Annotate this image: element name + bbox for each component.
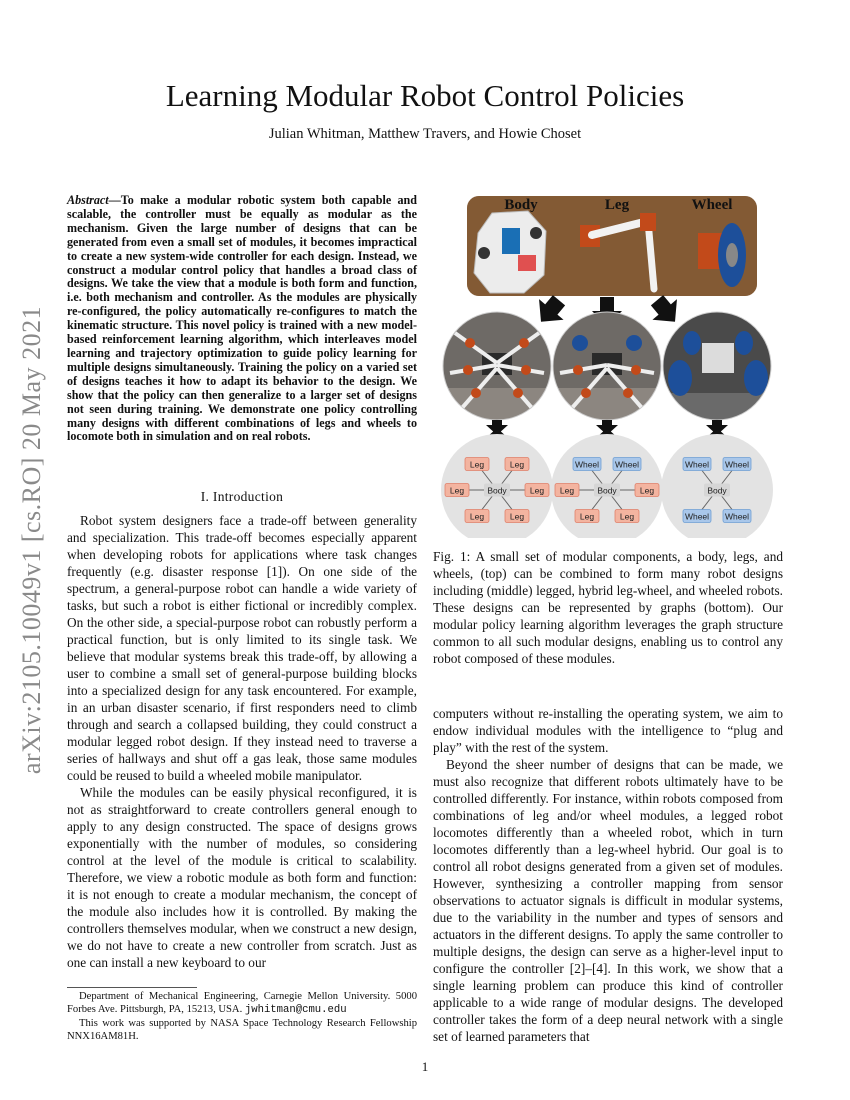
label-leg: Leg	[604, 197, 630, 213]
wheel-node-label: Wheel	[684, 511, 710, 522]
figure-graphic	[440, 193, 785, 538]
design-graph	[441, 434, 553, 538]
wheel-node-label: Wheel	[724, 511, 750, 522]
body-button	[518, 255, 536, 271]
leg-node-label: Leg	[469, 459, 485, 470]
intro-body	[67, 512, 417, 971]
leg-node-label: Leg	[529, 485, 545, 496]
label-body: Body	[504, 197, 538, 213]
body-node-label: Body	[487, 485, 507, 496]
design-graphs	[441, 434, 773, 538]
leg-node-label: Leg	[509, 511, 525, 522]
label-wheel: Wheel	[691, 197, 733, 213]
leg-node-label: Leg	[619, 511, 635, 522]
figure-caption: Fig. 1: A small set of modular components, a body, legs, and wheels, (top) can be combined to form many robot designs including (middle) legged, hybrid leg-wheel, and wheeled robots. These designs can be represented by graphs (bottom). Our modular policy learning algorithm leverages the graph structure common to all such modular designs, enabling us to control any robot composed of these modules.	[433, 549, 783, 666]
paragraph: While the modules can be easily physical reconfigured, it is not as straightforward to create controllers general enough to apply to any design constructed. The space of designs grows exponentially with the number of modules, so considering control at the level of the module is critical to scalability. Therefore, we view a robotic module as both form and function: it is not enough to create a modular mechanism, the concept of the module also includes how it is controlled. By making the controllers themselves modular, when we construct a new design, we do not have to create a new controller from scratch. Just as one can install a new keyboard to our	[67, 785, 417, 970]
design-graph	[551, 434, 663, 538]
footnote-funding: This work was supported by NASA Space Technology Research Fellowship NNX16AM81H.	[67, 1018, 417, 1042]
author-email: jwhitman@cmu.edu	[244, 1004, 347, 1016]
body-board	[502, 228, 520, 254]
leg-node-label: Leg	[449, 485, 465, 496]
paper-title: Learning Modular Robot Control Policies	[165, 78, 685, 113]
author-list: Julian Whitman, Matthew Travers, and Howie Choset	[268, 126, 582, 142]
wheel-node-label: Wheel	[614, 459, 640, 470]
paragraph: computers without re-installing the operating system, we aim to endow individual modules with the intelligence to “plug and play” with the rest of the system.	[433, 706, 783, 755]
wheel-node-label: Wheel	[684, 459, 710, 470]
wheeled-robot-photo	[660, 308, 775, 423]
right-column-body	[433, 705, 783, 1045]
arrow-down-left	[529, 290, 572, 332]
footnotes	[67, 990, 417, 1043]
legged-robot-photo	[440, 308, 555, 428]
paragraph: Beyond the sheer number of designs that can be made, we must also recognize that different robots ultimately have to be controlled differently. For instance, within robots composed from combinations of leg and/or wheel modules, a legged robot locomotes differently than a wheeled robot, which in turn locomotes differently than a leg-wheel hybrid. Our goal is to control all robot designs generated from a given set of modules. However, synthesizing a controller mapping from sensor observations to actuator signals is difficult in modular systems, due to the variability in the number and types of sensors and actuators in the different designs. To apply the same controller to multiple designs, the design can serve as a higher-level input to configure the controller [2]–[4]. In this work, we show that a single learning problem can produce this kind of controller applicable to a wide range of modular designs. The developed controller takes the form of a deep neural network with a single set of learned parameters that	[433, 757, 783, 1044]
wheel-node-label: Wheel	[724, 459, 750, 470]
wheel-node-label: Wheel	[574, 459, 600, 470]
abstract	[67, 194, 417, 444]
leg-node-label: Leg	[469, 511, 485, 522]
leg-node-label: Leg	[509, 459, 525, 470]
hybrid-robot-photo	[550, 308, 665, 428]
section-heading: I. Introduction	[200, 489, 284, 504]
figure-1	[440, 193, 785, 538]
footnote-divider	[67, 987, 197, 988]
abstract-label: Abstract	[67, 193, 109, 207]
arxiv-watermark: arXiv:2105.10049v1 [cs.RO] 20 May 2021	[17, 305, 46, 775]
leg-node-label: Leg	[559, 485, 575, 496]
paragraph: Robot system designers face a trade-off between generality and specialization. This trade-off becomes especially apparent when developing robots for applications where task changes frequently (e.g. disaster response [1]). On one side of the spectrum, a general-purpose robot can handle a wide variety of tasks, but such a robot is either fictional or incredibly complex. On the other side, a special-purpose robot can robustly perform a practical function, but is only limited to its single task. We believe that modular systems break this trade-off, by allowing a user to combine a small set of general-purpose building blocks into a specialized design for any task encountered. For example, in an urban disaster scenario, if first responders need to climb through and search a collapsed building, they could construct a modular legged robot design. If they instead need to traverse a series of hallways and shut off a gas leak, those same modules could be reused to build a wheeled mobile manipulator.	[67, 513, 417, 783]
page-number: 1	[421, 1059, 429, 1074]
body-node-label: Body	[597, 485, 617, 496]
abstract-text: —To make a modular robotic system both capable and scalable, the controller must be equally as modular as the mechanism. Given the large number of designs that can be generated from even a small set of modules, it becomes impractical to create a new system-wide controller for each design. Instead, we construct a modular control policy that handles a broad class of designs. We take the view that a module is both form and function, i.e. both mechanism and controller. As the modules are physically re-configured, the policy automatically re-configures to match the kinematic structure. This novel policy is trained with a new model-based reinforcement learning algorithm, which interleaves model learning and trajectory optimization to guide policy learning for multiple designs simultaneously. Training the policy on a varied set of designs teaches it how to adapt its behavior to the design. We show that the policy can then generalize to a larger set of designs not seen during training. We demonstrate one policy controlling many designs with different combinations of legs and wheels to locomote both in simulation and on real robots.	[67, 193, 417, 444]
leg-node-label: Leg	[579, 511, 595, 522]
leg-node-label: Leg	[639, 485, 655, 496]
footnote-affiliation: Department of Mechanical Engineering, Carnegie Mellon University. 5000 Forbes Ave. Pittsburgh, PA, 15213, USA. jwhitman@cmu.edu	[67, 991, 417, 1016]
design-graph	[661, 434, 773, 538]
body-node-label: Body	[707, 485, 727, 496]
